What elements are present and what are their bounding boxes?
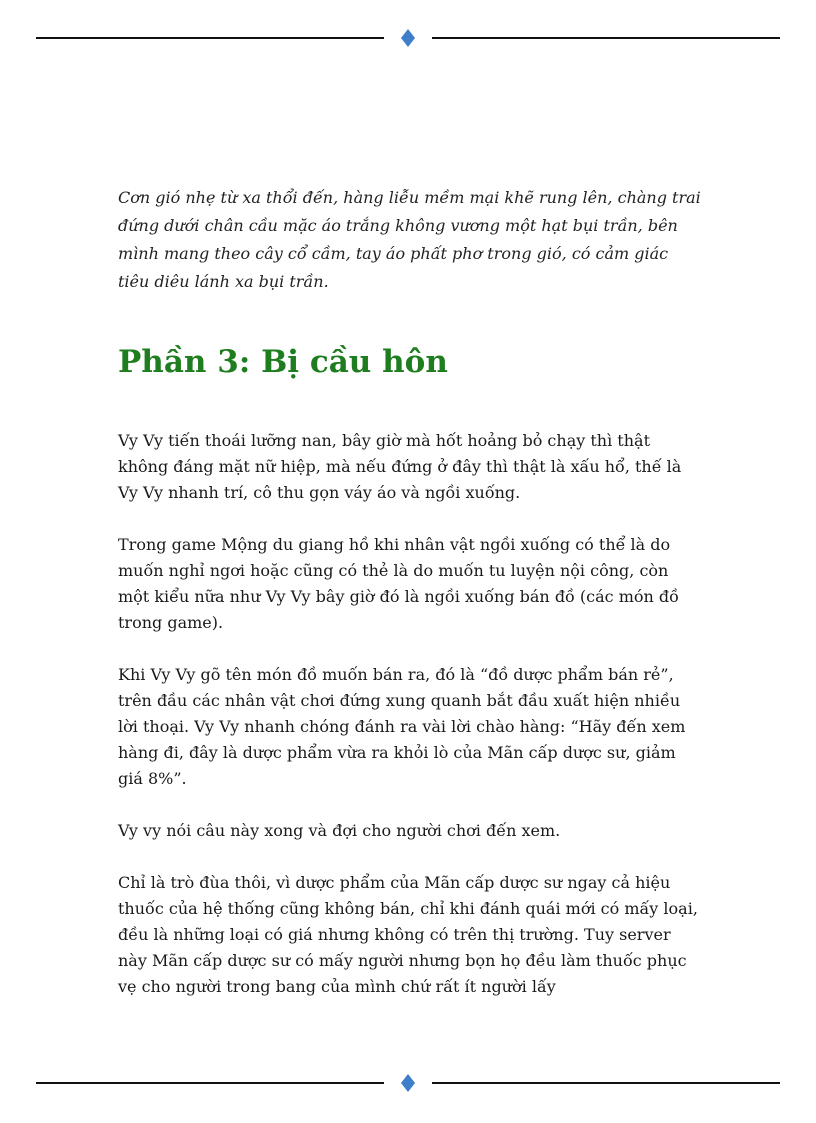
top-rule-right [432, 37, 780, 39]
intro-paragraph: Cơn gió nhẹ từ xa thổi đến, hàng liễu mềm mại khẽ rung lên, chàng trai đứng dưới chân cầu mặc áo trắng không vương một hạt bụi trần, bên mình mang theo cây cổ cầm, tay áo phất phơ trong gió, có cảm giác tiêu diêu lánh xa bụi trần. [118, 188, 701, 291]
bottom-ornament [36, 1073, 780, 1093]
body-paragraph: Khi Vy Vy gõ tên món đồ muốn bán ra, đó là “đồ dược phẩm bán rẻ”, trên đầu các nhân vật chơi đứng xung quanh bắt đầu xuất hiện nhiều lời thoại. Vy Vy nhanh chóng đánh ra vài lời chào hàng: “Hãy đến xem hàng đi, đây là dược phẩm vừa ra khỏi lò của Mãn cấp dược sư, giảm giá 8%”. [118, 665, 686, 788]
body-paragraph: Vy vy nói câu này xong và đợi cho người chơi đến xem. [118, 821, 561, 840]
chapter-title: Phần 3: Bị cầu hôn [118, 344, 448, 380]
body-paragraph: Chỉ là trò đùa thôi, vì dược phẩm của Mãn cấp dược sư ngay cả hiệu thuốc của hệ thống cũng không bán, chỉ khi đánh quái mới có mấy loại, đều là những loại có giá nhưng không có trên thị trường. Tuy server này Mãn cấp dược sư có mấy người nhưng bọn họ đều làm thuốc phục vẹ cho người trong bang của mình chứ rất ít người lấy [118, 873, 698, 996]
bottom-rule-left [36, 1082, 384, 1084]
page-content [118, 184, 703, 1000]
body-paragraph: Trong game Mộng du giang hồ khi nhân vật ngồi xuống có thể là do muốn nghỉ ngơi hoặc cũng có thẻ là do muốn tu luyện nội công, còn một kiểu nữa như Vy Vy bây giờ đó là ngồi xuống bán đồ (các món đồ trong game). [118, 535, 679, 632]
top-ornament [36, 28, 780, 48]
body-paragraph: Vy Vy tiến thoái lưỡng nan, bây giờ mà hốt hoảng bỏ chạy thì thật không đáng mặt nữ hiệp, mà nếu đứng ở đây thì thật là xấu hổ, thế là Vy Vy nhanh trí, cô thu gọn váy áo và ngồi xuống. [118, 431, 682, 502]
bottom-rule-right [432, 1082, 780, 1084]
top-rule-left [36, 37, 384, 39]
diamond-icon [400, 28, 416, 48]
diamond-icon [400, 1073, 416, 1093]
